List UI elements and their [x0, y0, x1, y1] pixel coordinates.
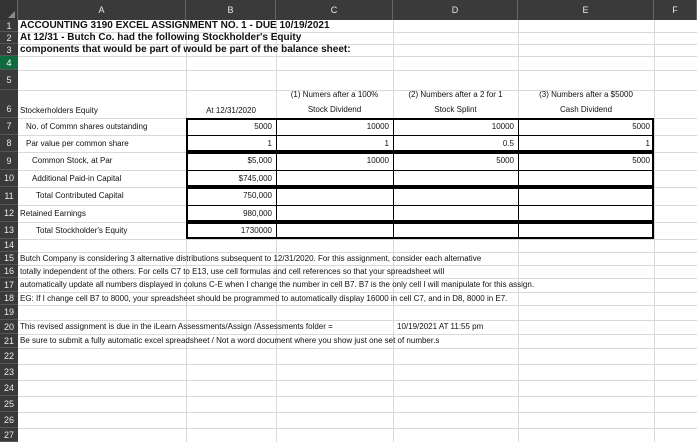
- cell-d20-due-date[interactable]: 10/19/2021 AT 11:55 pm: [397, 322, 484, 331]
- column-header-a[interactable]: A: [18, 0, 186, 20]
- row-header-20[interactable]: 20: [0, 320, 18, 334]
- cell-a18-note[interactable]: EG: If I change cell B7 to 8000, your spreadsheet should be programmed to automatically display 16000 in cell C7, and in D8, 8000 in E7.: [20, 294, 508, 303]
- cell-b7[interactable]: 5000: [254, 122, 272, 131]
- cell-grid[interactable]: [18, 20, 697, 442]
- cell-c9[interactable]: 10000: [366, 156, 389, 165]
- table-divider: [186, 170, 654, 171]
- cell-a12[interactable]: Retained Earnings: [20, 209, 86, 218]
- cell-b12[interactable]: 980,000: [243, 209, 272, 218]
- cell-d5[interactable]: (2) Numbers after a 2 for 1: [408, 90, 503, 99]
- column-header-c[interactable]: C: [276, 0, 393, 20]
- cell-b8[interactable]: 1: [267, 139, 272, 148]
- cell-a11[interactable]: Total Contributed Capital: [36, 191, 124, 200]
- row-header-6[interactable]: 6: [0, 90, 18, 118]
- cell-b6[interactable]: At 12/31/2020: [206, 106, 256, 115]
- cell-a9[interactable]: Common Stock, at Par: [32, 156, 113, 165]
- row-header-24[interactable]: 24: [0, 380, 18, 396]
- cell-d7[interactable]: 10000: [491, 122, 514, 131]
- row-header-23[interactable]: 23: [0, 364, 18, 380]
- cell-a8[interactable]: Par value per common share: [26, 139, 129, 148]
- table-divider: [276, 118, 277, 239]
- cell-c8[interactable]: 1: [384, 139, 389, 148]
- cell-a10[interactable]: Additional Paid-in Capital: [32, 174, 122, 183]
- row-header-11[interactable]: 11: [0, 187, 18, 205]
- cell-e6[interactable]: Cash Dividend: [559, 105, 613, 114]
- cell-e7[interactable]: 5000: [632, 122, 650, 131]
- row-header-7[interactable]: 7: [0, 118, 18, 135]
- select-all-corner[interactable]: [0, 0, 18, 20]
- cell-a21-note[interactable]: Be sure to submit a fully automatic excel spreadsheet / Not a word document where you show just one set of number.s: [20, 336, 440, 345]
- cell-a17-note[interactable]: automatically update all numbers displayed in coluns C-E when I change the number in cell B7. B7 is the only cell I will manipulate for this assign.: [20, 280, 535, 289]
- table-divider: [393, 118, 394, 239]
- cell-e9[interactable]: 5000: [632, 156, 650, 165]
- row-header-10[interactable]: 10: [0, 170, 18, 187]
- table-divider: [186, 135, 654, 136]
- column-header-f[interactable]: F: [654, 0, 697, 20]
- column-header-b[interactable]: B: [186, 0, 276, 20]
- cell-a2-subtitle[interactable]: At 12/31 - Butch Co. had the following Stockholder's Equity: [20, 32, 302, 43]
- cell-a13[interactable]: Total Stockholder's Equity: [36, 226, 128, 235]
- row-header-18[interactable]: 18: [0, 292, 18, 305]
- column-header-bar: [0, 0, 697, 20]
- row-header-12[interactable]: 12: [0, 205, 18, 222]
- row-header-bar: [0, 20, 18, 442]
- cell-d9[interactable]: 5000: [496, 156, 514, 165]
- cell-c7[interactable]: 10000: [366, 122, 389, 131]
- row-header-1[interactable]: 1: [0, 20, 18, 32]
- row-header-9[interactable]: 9: [0, 152, 18, 170]
- row-header-3[interactable]: 3: [0, 44, 18, 56]
- cell-a3-subtitle[interactable]: components that would be part of would be part of the balance sheet:: [20, 44, 351, 55]
- cell-e8[interactable]: 1: [645, 139, 650, 148]
- row-header-14[interactable]: 14: [0, 239, 18, 252]
- cell-b9[interactable]: $5,000: [247, 156, 272, 165]
- table-divider: [518, 118, 519, 239]
- cell-c6[interactable]: Stock Dividend: [307, 105, 362, 114]
- row-header-19[interactable]: 19: [0, 305, 18, 320]
- cell-b10[interactable]: $745,000: [238, 174, 272, 183]
- cell-a1-title[interactable]: ACCOUNTING 3190 EXCEL ASSIGNMENT NO. 1 - DUE 10/19/2021: [20, 20, 330, 31]
- cell-a15-note[interactable]: Butch Company is considering 3 alternative distributions subsequent to 12/31/2020. For this assignment, consider each alternative: [20, 254, 482, 263]
- cell-c5[interactable]: (1) Numers after a 100%: [290, 90, 379, 99]
- row-header-27[interactable]: 27: [0, 428, 18, 442]
- column-header-d[interactable]: D: [393, 0, 518, 20]
- row-header-13[interactable]: 13: [0, 222, 18, 239]
- row-header-5[interactable]: 5: [0, 70, 18, 90]
- cell-d6[interactable]: Stock Splint: [434, 105, 477, 114]
- row-header-16[interactable]: 16: [0, 265, 18, 278]
- row-header-21[interactable]: 21: [0, 334, 18, 348]
- cell-a7[interactable]: No. of Commn shares outstanding: [26, 122, 148, 131]
- cell-b11[interactable]: 750,000: [243, 191, 272, 200]
- cell-b13[interactable]: 1730000: [240, 226, 272, 235]
- cell-a20-note[interactable]: This revised assignment is due in the iLearn Assessments/Assign /Assessments folder =: [20, 322, 333, 331]
- row-header-2[interactable]: 2: [0, 32, 18, 44]
- row-header-15[interactable]: 15: [0, 252, 18, 265]
- row-header-4[interactable]: 4: [0, 56, 18, 70]
- cell-a6[interactable]: Stockerholders Equity: [20, 106, 98, 115]
- row-header-8[interactable]: 8: [0, 135, 18, 152]
- cell-d8[interactable]: 0.5: [502, 139, 514, 148]
- cell-e5[interactable]: (3) Numbers after a $5000: [539, 90, 633, 99]
- row-header-22[interactable]: 22: [0, 348, 18, 364]
- row-header-17[interactable]: 17: [0, 278, 18, 292]
- row-header-25[interactable]: 25: [0, 396, 18, 412]
- row-header-26[interactable]: 26: [0, 412, 18, 428]
- table-divider: [186, 205, 654, 206]
- column-header-e[interactable]: E: [518, 0, 654, 20]
- table-block-total-equity: [186, 222, 654, 239]
- cell-a16-note[interactable]: totally independent of the others. For cells C7 to E13, use cell formulas and cell references so that your spreadsheet will: [20, 267, 445, 276]
